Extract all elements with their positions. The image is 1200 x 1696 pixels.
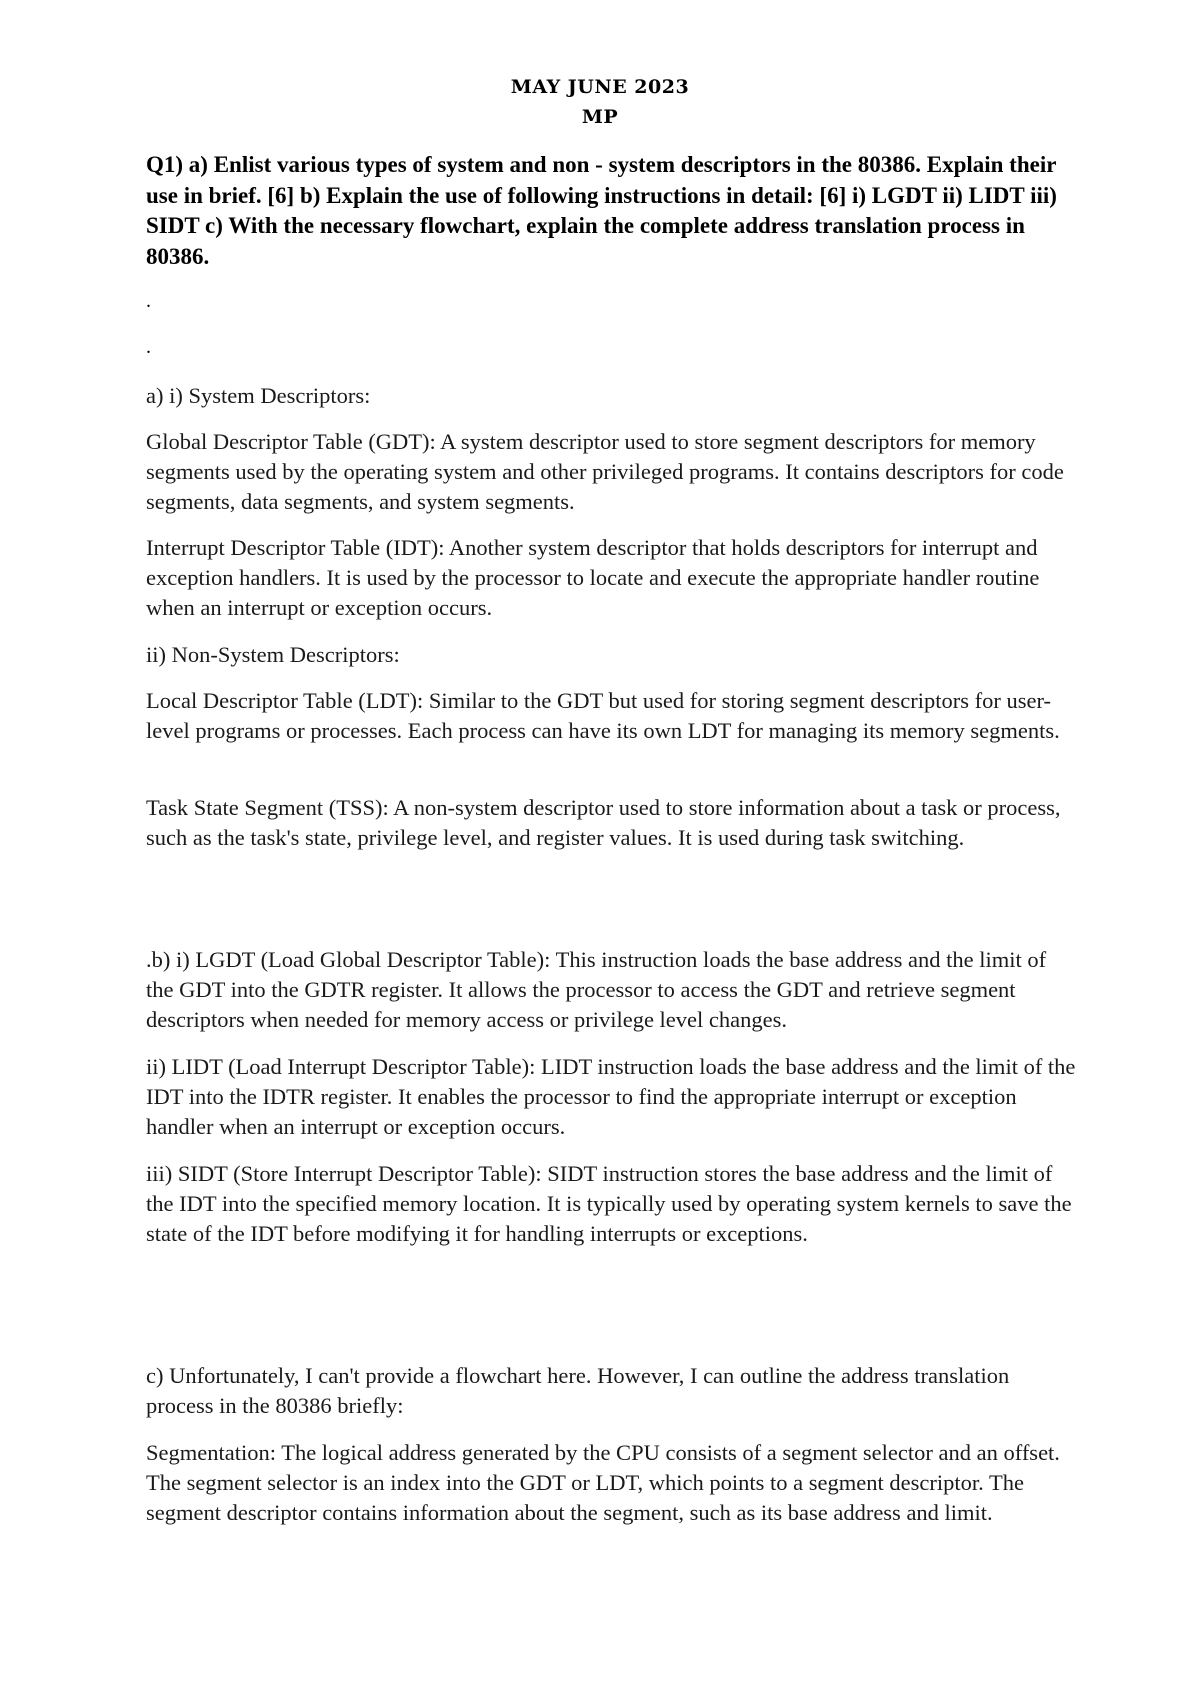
paragraph-lgdt: .b) i) LGDT (Load Global Descriptor Table): This instruction loads the base address and the limit of the GDT into the GDTR register. It allows the processor to access the GDT and retrieve segment descriptors when needed for memory access or privilege level changes. [146,947,1047,1032]
heading-system-descriptors: a) i) System Descriptors: [146,383,371,408]
header-subject: MP [581,106,619,128]
section-b-lgdt [146,945,1076,1035]
paragraph-sidt: iii) SIDT (Store Interrupt Descriptor Table): SIDT instruction stores the base address and the limit of the IDT into the specified memory location. It is typically used by operating system kernels to save the state of the IDT before modifying it for handling interrupts or exceptions. [146,1161,1072,1246]
section-a-tss [146,793,1076,853]
section-a-gdt [146,427,1076,517]
separator-dot: . [146,290,151,312]
section-b-lidt [146,1052,1076,1142]
section-b-sidt [146,1159,1076,1249]
paragraph-idt: Interrupt Descriptor Table (IDT): Another system descriptor that holds descriptors for interrupt and exception handlers. It is used by the processor to locate and execute the appropriate handler routine when an interrupt or exception occurs. [146,535,1040,620]
paragraph-tss: Task State Segment (TSS): A non-system descriptor used to store information about a task or process, such as the task's state, privilege level, and register values. It is used during task switching. [146,795,1061,850]
section-a-ldt [146,686,1076,746]
paragraph-segmentation: Segmentation: The logical address generated by the CPU consists of a segment selector and an offset. The segment selector is an index into the GDT or LDT, which points to a segment descriptor. The segment descriptor contains information about the segment, such as its base address and limit. [146,1440,1060,1525]
paragraph-ldt: Local Descriptor Table (LDT): Similar to the GDT but used for storing segment descriptors for user-level programs or processes. Each process can have its own LDT for managing its memory segments. [146,688,1060,743]
section-a-idt [146,533,1076,623]
section-c-intro [146,1361,1076,1421]
paragraph-gdt: Global Descriptor Table (GDT): A system descriptor used to store segment descriptors for memory segments used by the operating system and other privileged programs. It contains descriptors for code segments, data segments, and system segments. [146,429,1064,514]
separator-dot: . [146,336,151,358]
section-a-system-heading [146,381,1076,411]
header-exam-date: MAY JUNE 2023 [510,76,690,98]
section-a-non-system-heading [146,640,1076,670]
paragraph-lidt: ii) LIDT (Load Interrupt Descriptor Table): LIDT instruction loads the base address and the limit of the IDT into the IDTR register. It enables the processor to find the appropriate interrupt or exception handler when an interrupt or exception occurs. [146,1054,1076,1139]
heading-non-system-descriptors: ii) Non-System Descriptors: [146,642,400,667]
paragraph-c-intro: c) Unfortunately, I can't provide a flowchart here. However, I can outline the address translation process in the 80386 briefly: [146,1363,1010,1418]
question-text: Q1) a) Enlist various types of system and non - system descriptors in the 80386. Explain their use in brief. [6] b) Explain the use of following instructions in detail: [6] i) LGDT ii) LIDT iii) SIDT c) With the necessary flowchart, explain the complete address translation process in 80386. [146,152,1057,269]
section-c-segmentation [146,1438,1076,1528]
